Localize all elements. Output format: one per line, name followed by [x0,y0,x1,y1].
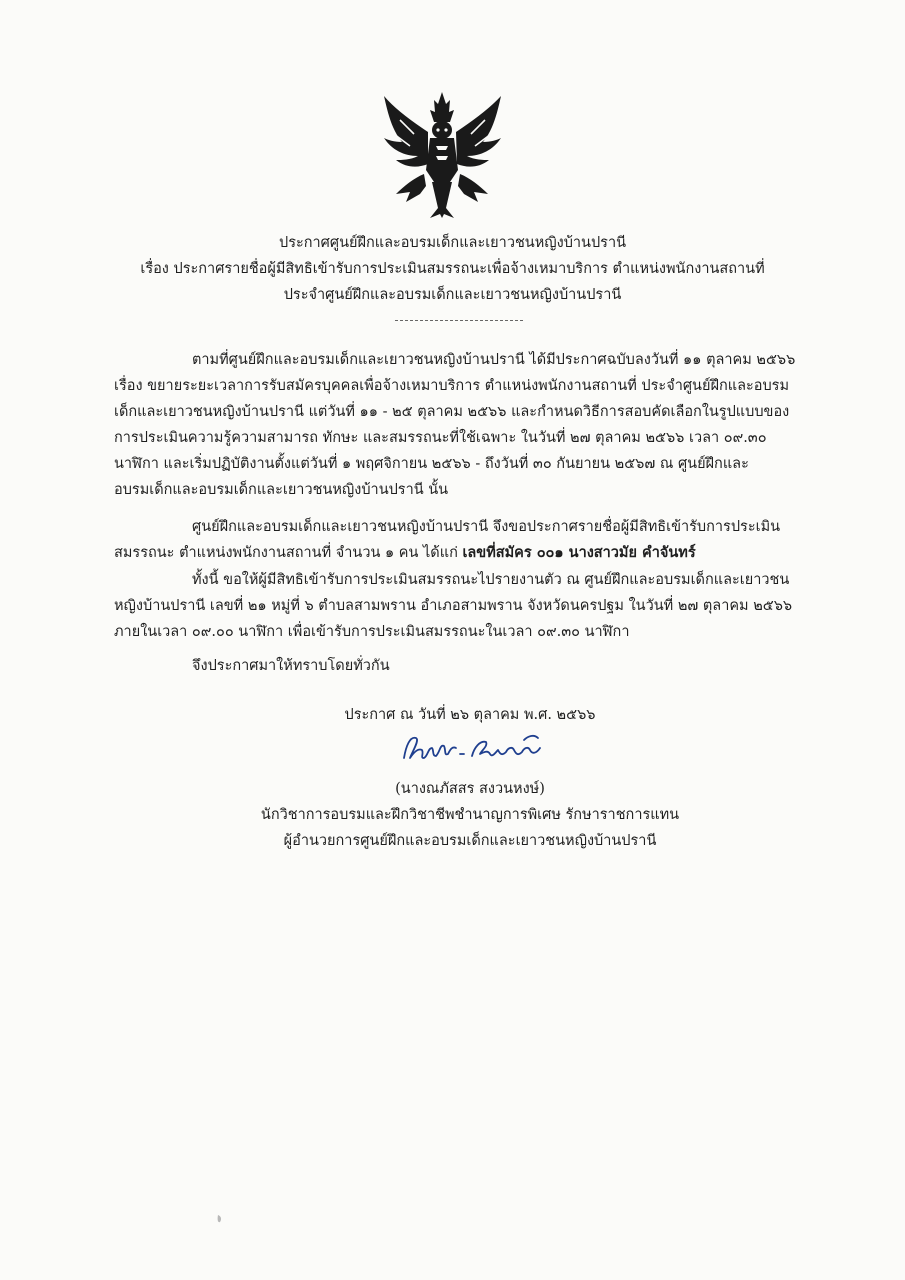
paragraph-1-line: นาฬิกา และเริ่มปฏิบัติงานตั้งแต่วันที่ ๑ พฤศจิกายน ๒๕๖๖ - ถึงวันที่ ๓๐ กันยายน ๒๕๖๗ ณ ศูนย์ฝึกและ [114,456,749,472]
paragraph-2-line: ศูนย์ฝึกและอบรมเด็กและเยาวชนหญิงบ้านปรานี จึงขอประกาศรายชื่อผู้มีสิทธิเข้ารับการประเมิน [192,519,781,535]
heading-subject-cont: ประจำศูนย์ฝึกและอบรมเด็กและเยาวชนหญิงบ้านปรานี [283,287,622,303]
paragraph-1-line: การประเมินความรู้ความสามารถ ทักษะ และสมรรถนะที่ใช้เฉพาะ ในวันที่ ๒๗ ตุลาคม ๒๕๖๖ เวลา ๐๙.๓๐ [114,430,767,446]
paragraph-3-line: หญิงบ้านปรานี เลขที่ ๒๑ หมู่ที่ ๖ ตำบลสามพราน อำเภอสามพราน จังหวัดนครปฐม ในวันที่ ๒๗ ตุลาคม ๒๕๖๖ [114,598,793,614]
signatory-position-2: ผู้อำนวยการศูนย์ฝึกและอบรมเด็กและเยาวชนหญิงบ้านปรานี [283,833,657,849]
paragraph-2 [114,514,834,566]
signatory-position: นักวิชาการอบรมและฝึกวิชาชีพชำนาญการพิเศษ รักษาราชการแทน [260,807,680,823]
scan-speck [216,1214,224,1224]
paragraph-1-line: อบรมเด็กและอบรมเด็กและเยาวชนหญิงบ้านปรานี นั้น [114,482,449,498]
paragraph-3-line: ภายในเวลา ๐๙.๐๐ นาฬิกา เพื่อเข้ารับการประเมินสมรรถนะในเวลา ๐๙.๓๐ นาฬิกา [114,624,630,640]
paragraph-1-line: เรื่อง ขยายระยะเวลาการรับสมัครบุคคลเพื่อจ้างเหมาบริการ ตำแหน่งพนักงานสถานที่ ประจำศูนย์ฝึกและอบรม [114,378,790,394]
signatory-block [160,776,780,854]
heading-divider [395,320,523,321]
paragraph-1-line: เด็กและเยาวชนหญิงบ้านปรานี แต่วันที่ ๑๑ - ๒๕ ตุลาคม ๒๕๖๖ และกำหนดวิธีการสอบคัดเลือกในรูปแบบของ [114,404,790,420]
heading-subject: เรื่อง ประกาศรายชื่อผู้มีสิทธิเข้ารับการประเมินสมรรถนะเพื่อจ้างเหมาบริการ ตำแหน่งพนักงานสถานที่ [140,261,765,277]
paragraph-1-line: ตามที่ศูนย์ฝึกและอบรมเด็กและเยาวชนหญิงบ้านปรานี ได้มีประกาศฉบับลงวันที่ ๑๑ ตุลาคม ๒๕๖๖ [192,352,796,368]
paragraph-1 [114,347,834,503]
heading-title: ประกาศศูนย์ฝึกและอบรมเด็กและเยาวชนหญิงบ้านปรานี [278,235,627,251]
announcement-heading [60,230,845,308]
garuda-emblem-icon [380,90,505,220]
signatory-name: (นางณภัสสร สงวนหงษ์) [395,781,545,797]
paragraph-2-line [114,540,834,566]
handwritten-signature [400,728,550,768]
paragraph-2-text: สมรรถนะ ตำแหน่งพนักงานสถานที่ จำนวน ๑ คน ได้แก่ [114,545,463,561]
announce-date: ประกาศ ณ วันที่ ๒๖ ตุลาคม พ.ศ. ๒๕๖๖ [344,707,596,723]
applicant-name: เลขที่สมัคร ๐๐๑ นางสาวมัย คำจันทร์ [462,544,696,561]
closing-statement [114,653,834,679]
paragraph-3 [114,567,834,645]
closing-text: จึงประกาศมาให้ทราบโดยทั่วกัน [192,658,390,674]
paragraph-3-line: ทั้งนี้ ขอให้ผู้มีสิทธิเข้ารับการประเมินสมรรถนะไปรายงานตัว ณ ศูนย์ฝึกและอบรมเด็กและเยาวชน [192,572,790,588]
